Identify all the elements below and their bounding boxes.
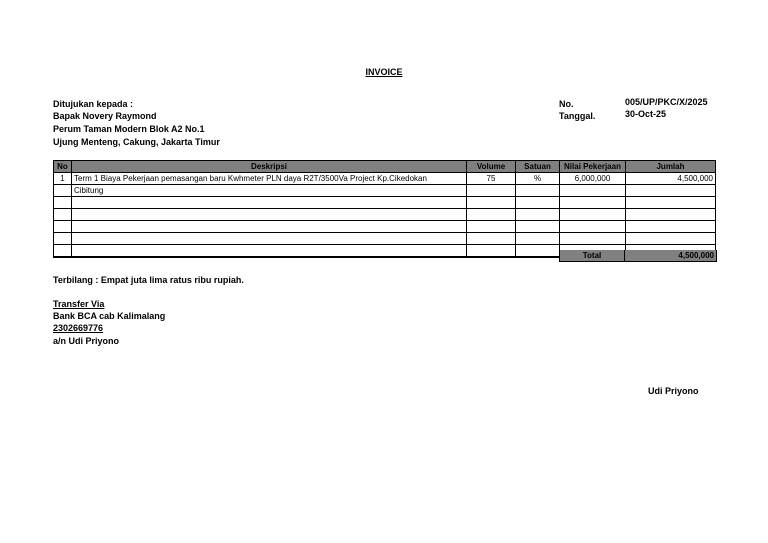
cell-unit [516, 185, 560, 197]
recipient-address-line1: Perum Taman Modern Blok A2 No.1 [53, 124, 205, 134]
cell-volume: 75 [467, 173, 516, 185]
recipient-address-line2: Ujung Menteng, Cakung, Jakarta Timur [53, 137, 220, 147]
cell-amount [626, 185, 716, 197]
invoice-number-value: 005/UP/PKC/X/2025 [625, 97, 708, 107]
column-header-amount: Jumlah [626, 161, 716, 173]
table-header-row [54, 161, 716, 173]
cell-work-value: 6,000,000 [560, 173, 626, 185]
table-row [54, 209, 716, 221]
table-row [54, 185, 716, 197]
cell-no: 1 [54, 173, 72, 185]
total-value: 4,500,000 [625, 250, 716, 261]
table-row [54, 173, 716, 185]
account-holder: a/n Udi Priyono [53, 336, 120, 346]
column-header-no: No [54, 161, 72, 173]
transfer-heading: Transfer Via [53, 299, 105, 309]
cell-work-value [560, 185, 626, 197]
table-row [54, 197, 716, 209]
account-number: 2302669776 [53, 323, 104, 333]
invoice-number-label: No. [559, 99, 574, 109]
total-row [559, 250, 717, 262]
bank-name: Bank BCA cab Kalimalang [53, 311, 166, 321]
signature-name: Udi Priyono [648, 386, 699, 396]
invoice-date-value: 30-Oct-25 [625, 109, 667, 119]
cell-no [54, 185, 72, 197]
column-header-description: Deskripsi [72, 161, 467, 173]
cell-volume [467, 185, 516, 197]
column-header-volume: Volume [467, 161, 516, 173]
cell-description: Term 1 Biaya Pekerjaan pemasangan baru Kwhmeter PLN daya R2T/3500Va Project Kp.Cikedokan [72, 173, 467, 185]
cell-amount: 4,500,000 [626, 173, 716, 185]
column-header-unit: Satuan [516, 161, 560, 173]
invoice-title: INVOICE [365, 67, 403, 77]
recipient-label: Ditujukan kepada : [53, 99, 134, 109]
cell-unit: % [516, 173, 560, 185]
table-row [54, 221, 716, 233]
total-label: Total [560, 250, 625, 261]
cell-description: Cibitung [72, 185, 467, 197]
invoice-date-label: Tanggal. [559, 111, 596, 121]
column-header-work-value: Nilai Pekerjaan [560, 161, 626, 173]
table-row [54, 233, 716, 245]
recipient-name: Bapak Novery Raymond [53, 111, 157, 121]
amount-in-words: Terbilang : Empat juta lima ratus ribu rupiah. [53, 275, 244, 285]
invoice-table [53, 160, 716, 258]
